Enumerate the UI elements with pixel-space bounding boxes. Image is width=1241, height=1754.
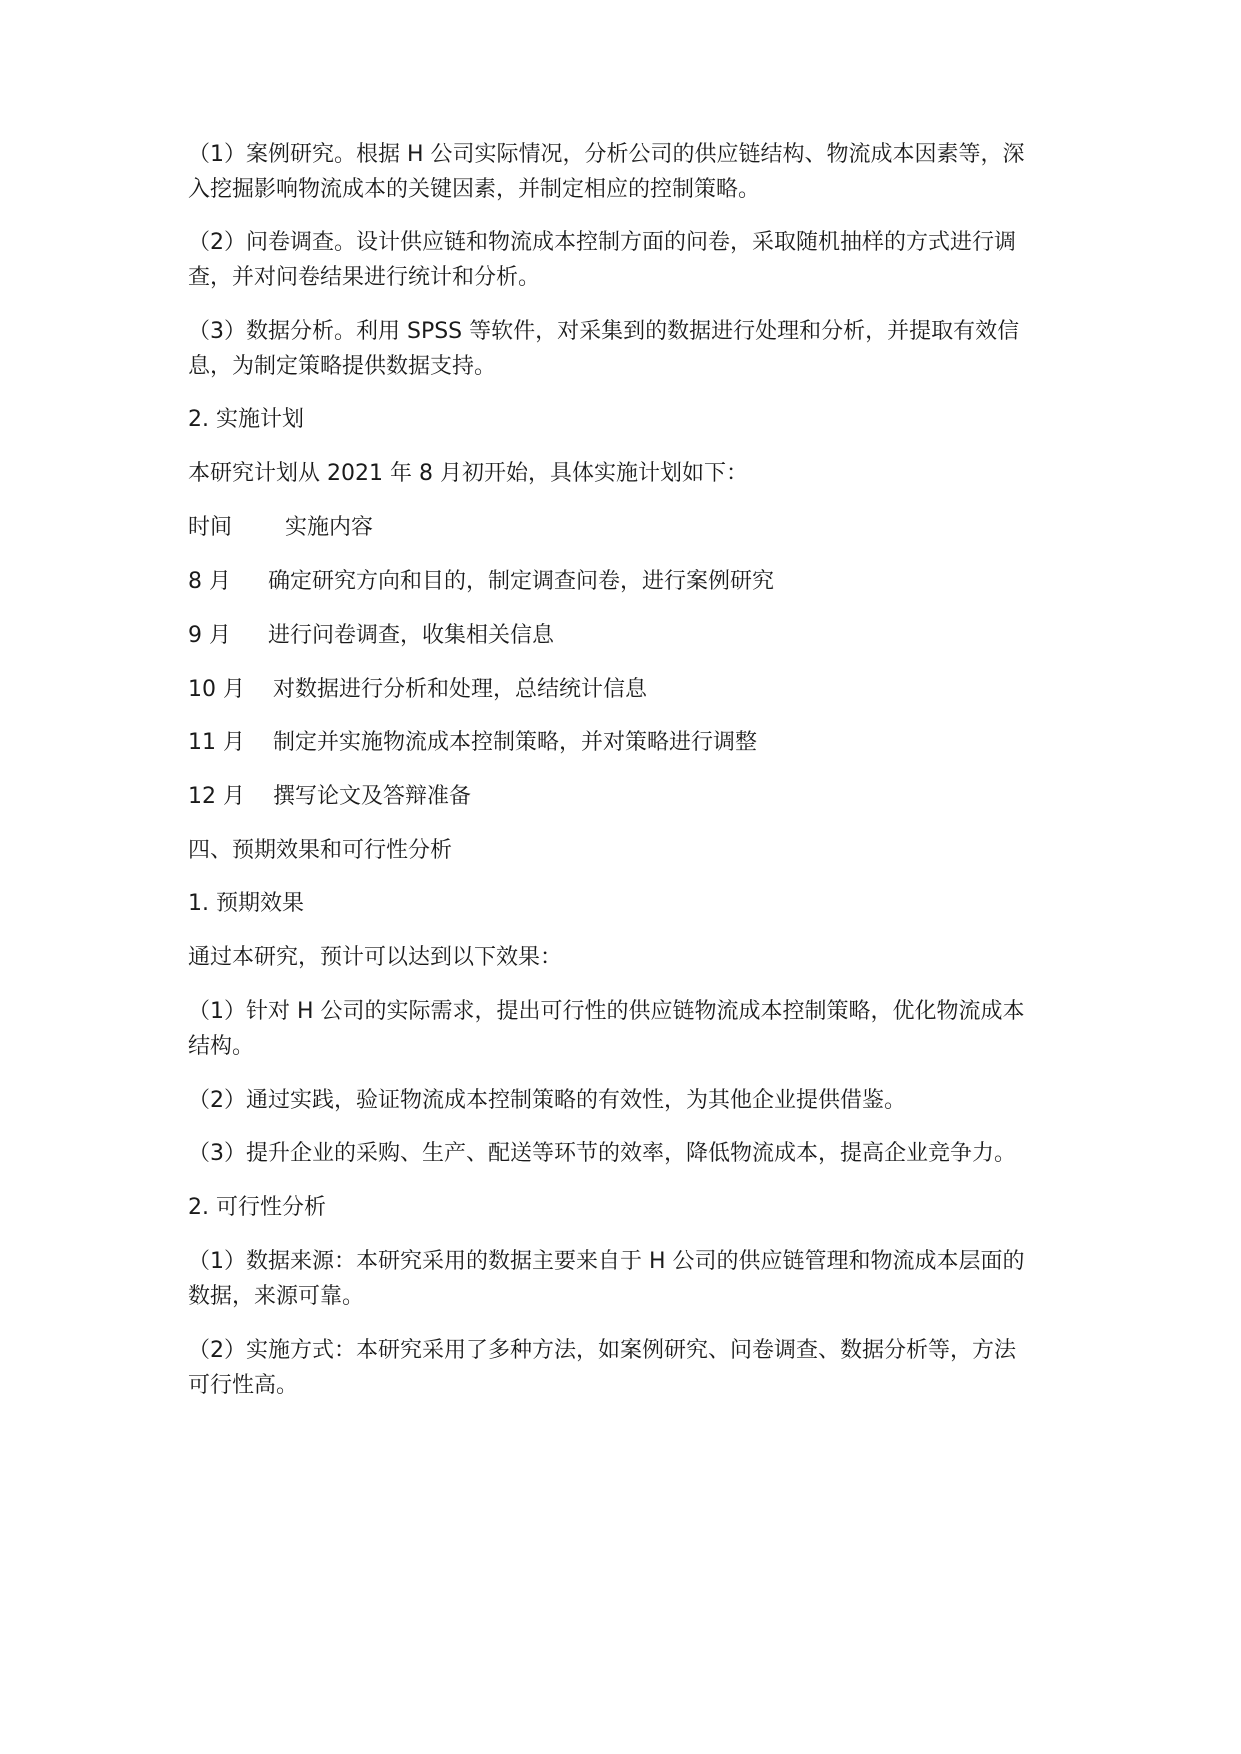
expected-item-1-line1: （1）针对 H 公司的实际需求，提出可行性的供应链物流成本控制策略，优化物流成本 [188, 999, 1025, 1024]
feasibility-item-1-line1: （1）数据来源：本研究采用的数据主要来自于 H 公司的供应链管理和物流成本层面的 [188, 1249, 1025, 1274]
schedule-row-content: 对数据进行分析和处理，总结统计信息 [273, 677, 648, 702]
paragraph-case-study-line2: 入挖掘影响物流成本的关键因素，并制定相应的控制策略。 [188, 177, 761, 202]
schedule-row-time: 10 月 [188, 677, 245, 702]
expected-item-1-line2: 结构。 [188, 1034, 255, 1059]
plan-intro: 本研究计划从 2021 年 8 月初开始，具体实施计划如下： [188, 461, 748, 486]
schedule-header-time: 时间 [188, 515, 233, 540]
paragraph-data-analysis-line2: 息，为制定策略提供数据支持。 [188, 354, 497, 379]
paragraph-case-study-line1: （1）案例研究。根据 H 公司实际情况，分析公司的供应链结构、物流成本因素等，深 [188, 142, 1025, 167]
schedule-row-time: 12 月 [188, 784, 245, 809]
feasibility-item-2-line1: （2）实施方式：本研究采用了多种方法，如案例研究、问卷调查、数据分析等，方法 [188, 1338, 1016, 1363]
schedule-row-time: 9 月 [188, 623, 231, 648]
heading-implementation-plan: 2. 实施计划 [188, 407, 304, 432]
schedule-row-time: 8 月 [188, 569, 231, 594]
schedule-row-content: 撰写论文及答辩准备 [273, 784, 472, 809]
feasibility-item-2-line2: 可行性高。 [188, 1373, 299, 1398]
heading-feasibility: 2. 可行性分析 [188, 1195, 326, 1220]
paragraph-survey-line1: （2）问卷调查。设计供应链和物流成本控制方面的问卷，采取随机抽样的方式进行调 [188, 230, 1016, 255]
schedule-row-content: 确定研究方向和目的，制定调查问卷，进行案例研究 [268, 569, 775, 594]
schedule-header-content: 实施内容 [285, 515, 374, 540]
heading-expected-effects: 1. 预期效果 [188, 891, 304, 916]
expected-intro: 通过本研究，预计可以达到以下效果： [188, 945, 563, 970]
feasibility-item-1-line2: 数据，来源可靠。 [188, 1284, 365, 1309]
paragraph-data-analysis-line1: （3）数据分析。利用 SPSS 等软件，对采集到的数据进行处理和分析，并提取有效信 [188, 319, 1020, 344]
paragraph-survey-line2: 查，并对问卷结果进行统计和分析。 [188, 265, 541, 290]
expected-item-3: （3）提升企业的采购、生产、配送等环节的效率，降低物流成本，提高企业竞争力。 [188, 1141, 1016, 1166]
schedule-row-content: 制定并实施物流成本控制策略，并对策略进行调整 [273, 730, 758, 755]
expected-item-2: （2）通过实践，验证物流成本控制策略的有效性，为其他企业提供借鉴。 [188, 1088, 906, 1113]
heading-section-four: 四、预期效果和可行性分析 [188, 838, 453, 863]
schedule-row-content: 进行问卷调查，收集相关信息 [268, 623, 555, 648]
schedule-row-time: 11 月 [188, 730, 245, 755]
